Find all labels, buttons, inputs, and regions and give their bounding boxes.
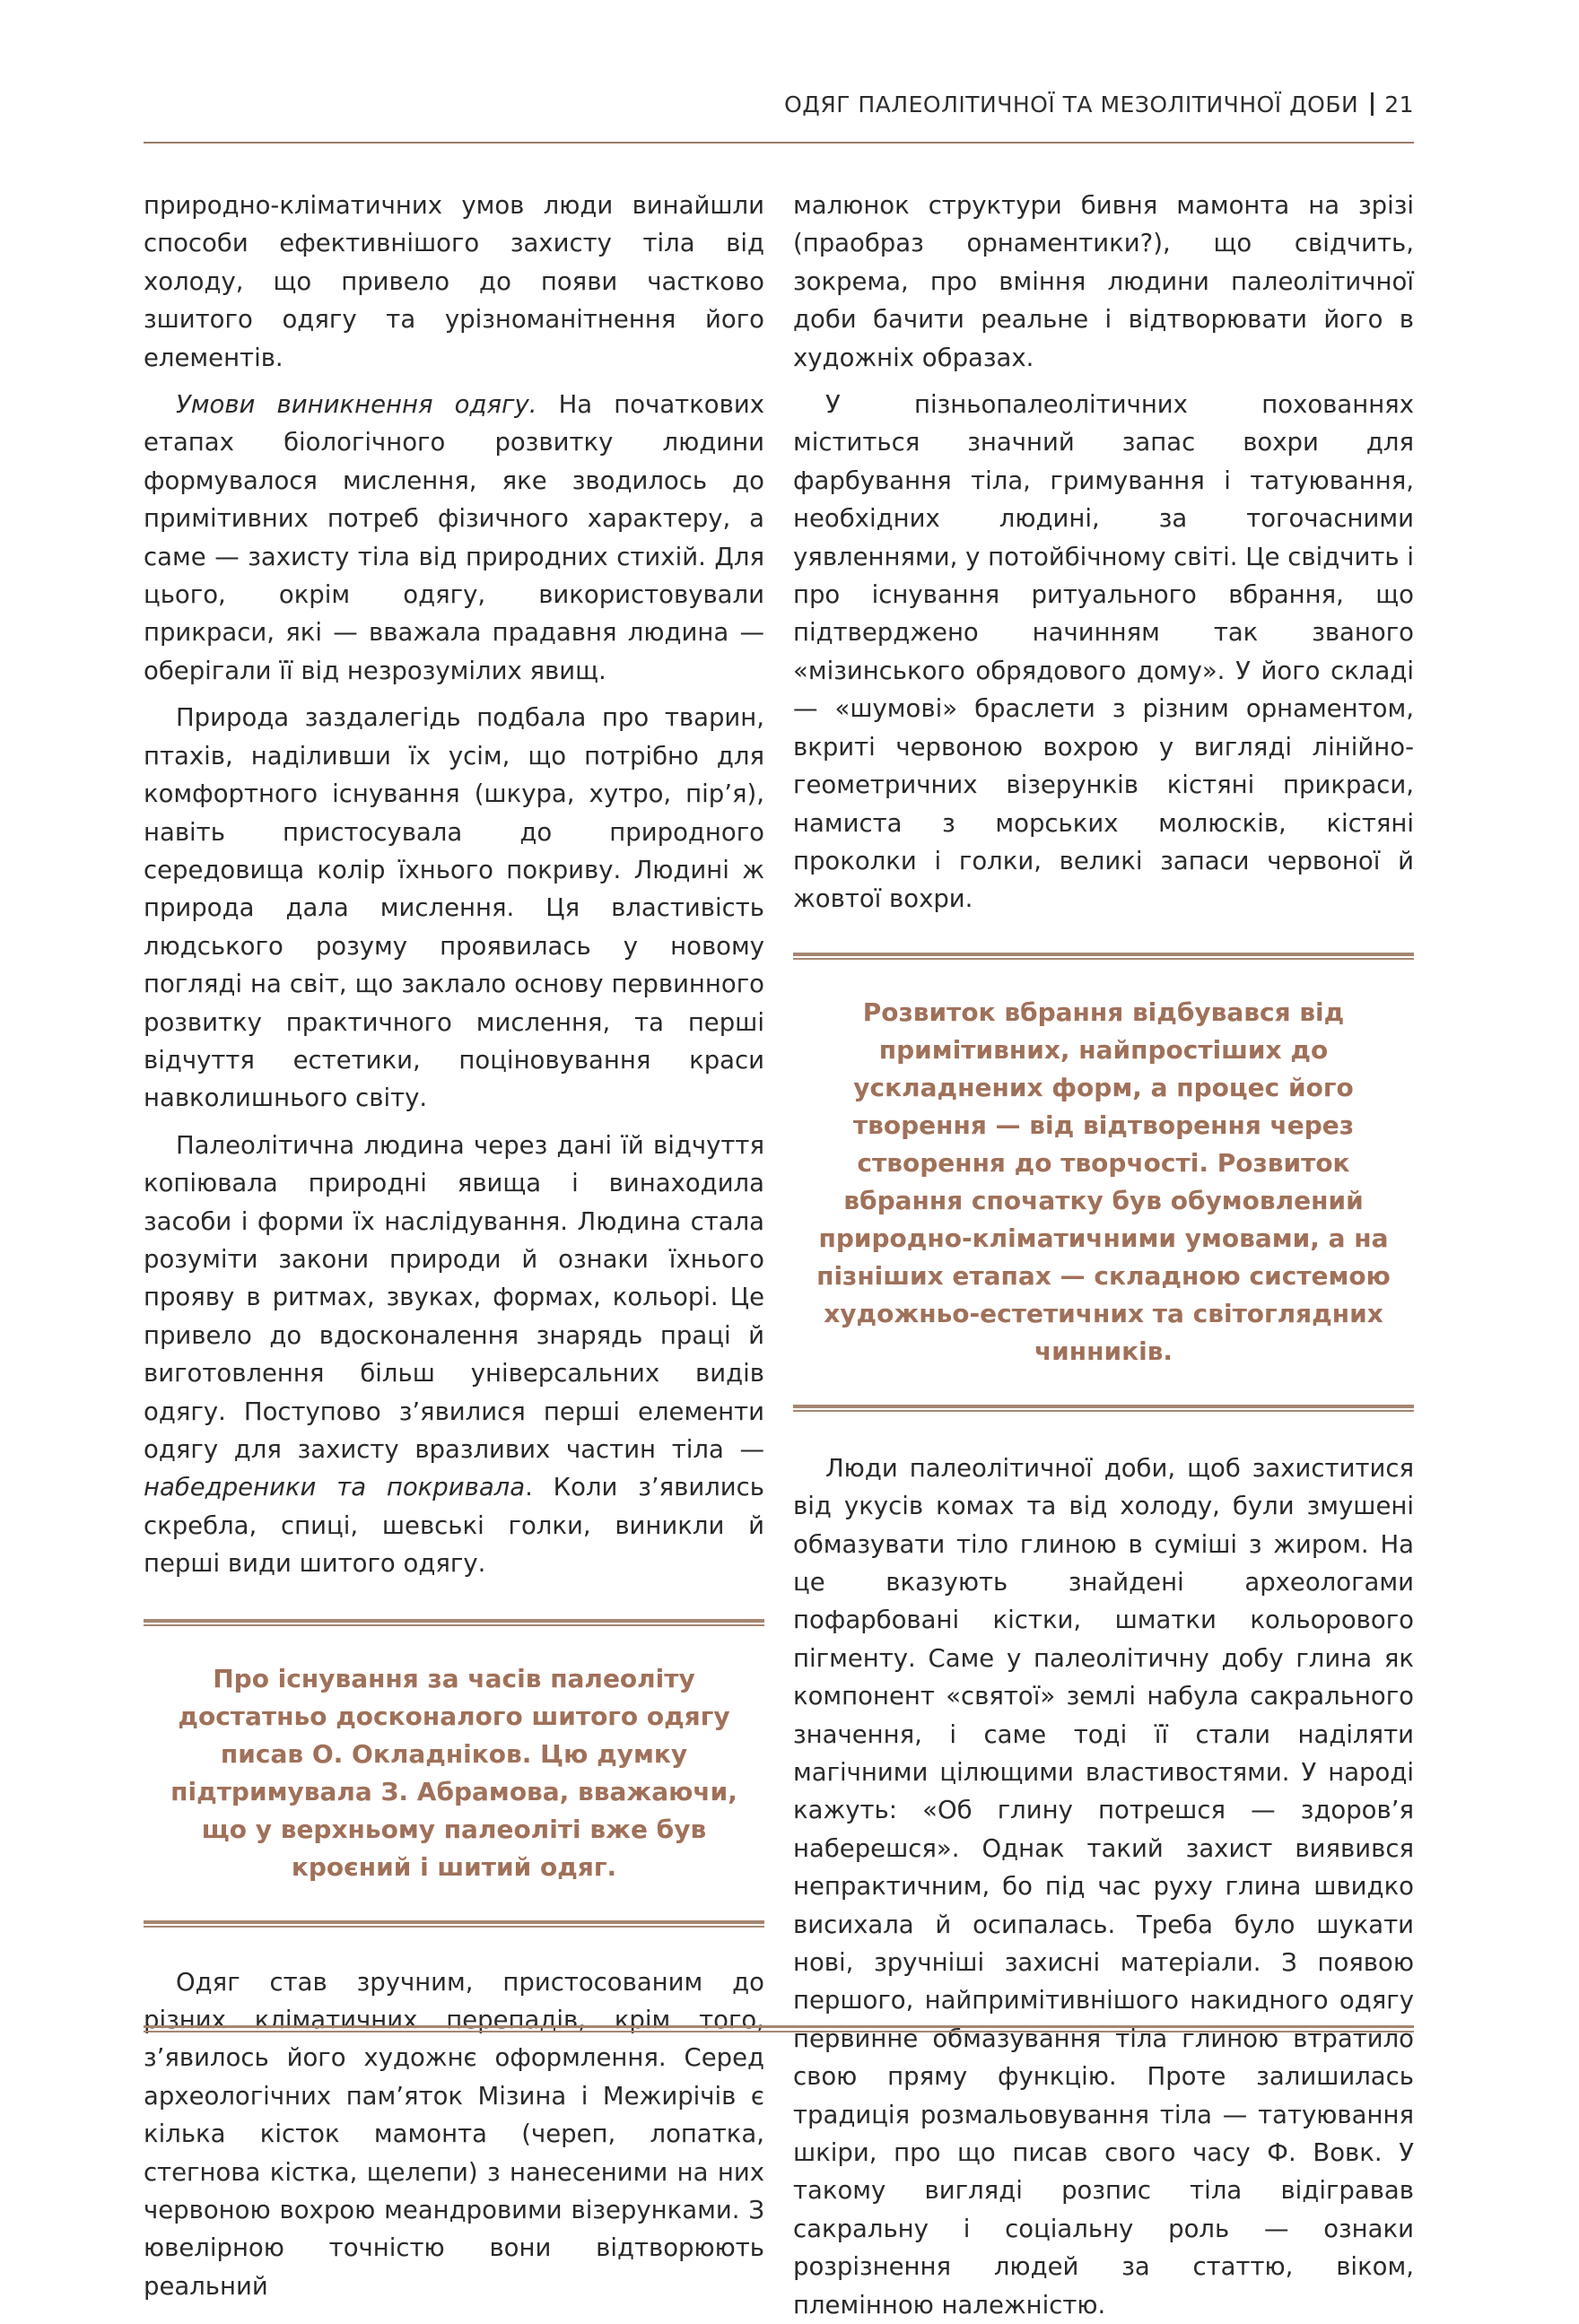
- section-heading-inline: Умови виникнення одягу.: [176, 390, 537, 420]
- header-separator: [1371, 92, 1374, 116]
- left-paragraph-5: Одяг став зручним, пристосованим до різних кліматичних перепадів, крім того, з’явилось його художнє оформлення. Серед археологічних пам’яток Мізина і Межирічів є кілька кісток мамонта (череп, лопатка, стегнова кістка, щелепи) з нанесеними на них червоною вохрою меандровими візерунками. З ювелірною точністю вони відтворюють реальний: [144, 1967, 764, 2301]
- callout-top-rule: [144, 1619, 764, 1626]
- left-paragraph-2: [144, 386, 764, 690]
- left-callout: [144, 1619, 764, 1928]
- callout-bottom-rule: [144, 1920, 764, 1928]
- left-paragraph-4-start: Палеолітична людина через дані їй відчуття копіювала природні явища і винаходила засоби і форми їх наслідування. Людина стала розуміти закони природи й ознаки їхнього прояву в ритмах, звуках, формах, кольорі. Це привело до вдосконалення знарядь праці й виготовлення більш універсальних видів одягу. Поступово з’явилися перші елементи одягу для захисту вразливих частин тіла —: [144, 1130, 764, 1464]
- right-paragraph-3: Люди палеолітичної доби, щоб захиститися від укусів комах та від холоду, були змушені обмазувати тіло глиною в суміші з жиром. На це вказують знайдені археологами пофарбовані кістки, шматки кольорового пігменту. Саме у палеолітичну добу глина як компонент «святої» землі набула сакрального значення, і саме тоді її стали наділяти магічними цілющими властивостями. У народі кажуть: «Об глину потрешся — здоров’я наберешся». Однак такий захист виявився непрактичним, бо під час руху глина швидко висихала й осипалась. Треба було шукати нові, зручніші захисні матеріали. З появою першого, найпримітивнішого накидного одягу первинне обмазування тіла глиною втратило свою пряму функцію. Проте залишилась традиція розмальовування тіла — татуювання шкіри, про що писав свого часу Ф. Вовк. У такому вигляді розпис тіла відігравав сакральну і соціальну роль — ознаки розрізнення людей за статтю, віком, племінною належністю.: [793, 1453, 1414, 2320]
- left-paragraph-2-text: На початкових етапах біологічного розвитку людини формувалося мислення, яке зводилось до примітивних потреб фізичного характеру, а саме — захисту тіла від природних стихій. Для цього, окрім одягу, використовували прикраси, які — вважала прадавня людина — оберігали її від незрозумілих явищ.: [144, 390, 764, 685]
- left-paragraph-4: [144, 1127, 764, 1583]
- page-number: 21: [1384, 91, 1414, 118]
- right-callout: [793, 953, 1414, 1412]
- running-header: [144, 91, 1414, 127]
- callout-bottom-rule: [793, 1405, 1414, 1412]
- right-paragraph-1: малюнок структури бивня мамонта на зрізі (праобраз орнаментики?), що свідчить, зокрема, про вміння людини палеолітичної доби бачити реальне і відтворювати його в художніх образах.: [793, 191, 1414, 372]
- left-paragraph-3: Природа заздалегідь подбала про тварин, птахів, наділивши їх усім, що потрібно для комфортного існування (шкура, хутро, пір’я), навіть пристосувала до природного середовища колір їхнього покриву. Людині ж природа дала мислення. Ця властивість людського розуму проявилась у новому погляді на світ, що заклало основу первинного розвитку практичного мислення, та перші відчуття естетики, поціновування краси навколишнього світу.: [144, 703, 764, 1113]
- right-paragraph-2: У пізньопалеолітичних похованнях міститься значний запас вохри для фарбування тіла, гримування і татуювання, необхідних людині, за тогочасними уявленнями, у потойбічному світі. Це свідчить і про існування ритуального вбрання, що підтверджено начинням так званого «мізинського обрядового дому». У його складі — «шумові» браслети з різним орнаментом, вкриті червоною вохрою у вигляді лінійно-геометричних візерунків кістяні прикраси, намиста з морських молюсків, кістяні проколки і голки, великі запаси червоної й жовтої вохри.: [793, 390, 1414, 914]
- left-paragraph-1: природно-кліматичних умов люди винайшли способи ефективнішого захисту тіла від холоду, що привело до появи частково зшитого одягу та урізноманітнення його елементів.: [144, 191, 764, 372]
- header-title: ОДЯГ ПАЛЕОЛІТИЧНОЇ ТА МЕЗОЛІТИЧНОЇ ДОБИ: [784, 91, 1359, 118]
- left-callout-quote: Про існування за часів палеоліту достатньо досконалого шитого одягу писав О. Окладніков. Цю думку підтримувала З. Абрамова, вважаючи, що у верхньому палеоліті вже був кроєний і шитий одяг.: [170, 1663, 737, 1882]
- left-paragraph-4-italic: набедреники та покривала: [144, 1473, 526, 1502]
- left-paragraph-4-end: . Коли з’явились скребла, спиці, шевські голки, виникли й перші види шитого одягу.: [144, 1473, 764, 1579]
- left-column: [144, 187, 764, 2305]
- right-column: [793, 187, 1414, 2324]
- callout-top-rule: [793, 953, 1414, 960]
- right-callout-quote: Розвиток вбрання відбувався від примітивних, найпростіших до ускладнених форм, а процес його творення — від відтворення через створення до творчості. Розвиток вбрання спочатку був обумовлений природно-кліматичними умовами, а на пізніших етапах — складною системою художньо-естетичних та світоглядних чинників.: [816, 997, 1391, 1366]
- footer-rule: [144, 2025, 1414, 2032]
- header-rule: [144, 142, 1414, 144]
